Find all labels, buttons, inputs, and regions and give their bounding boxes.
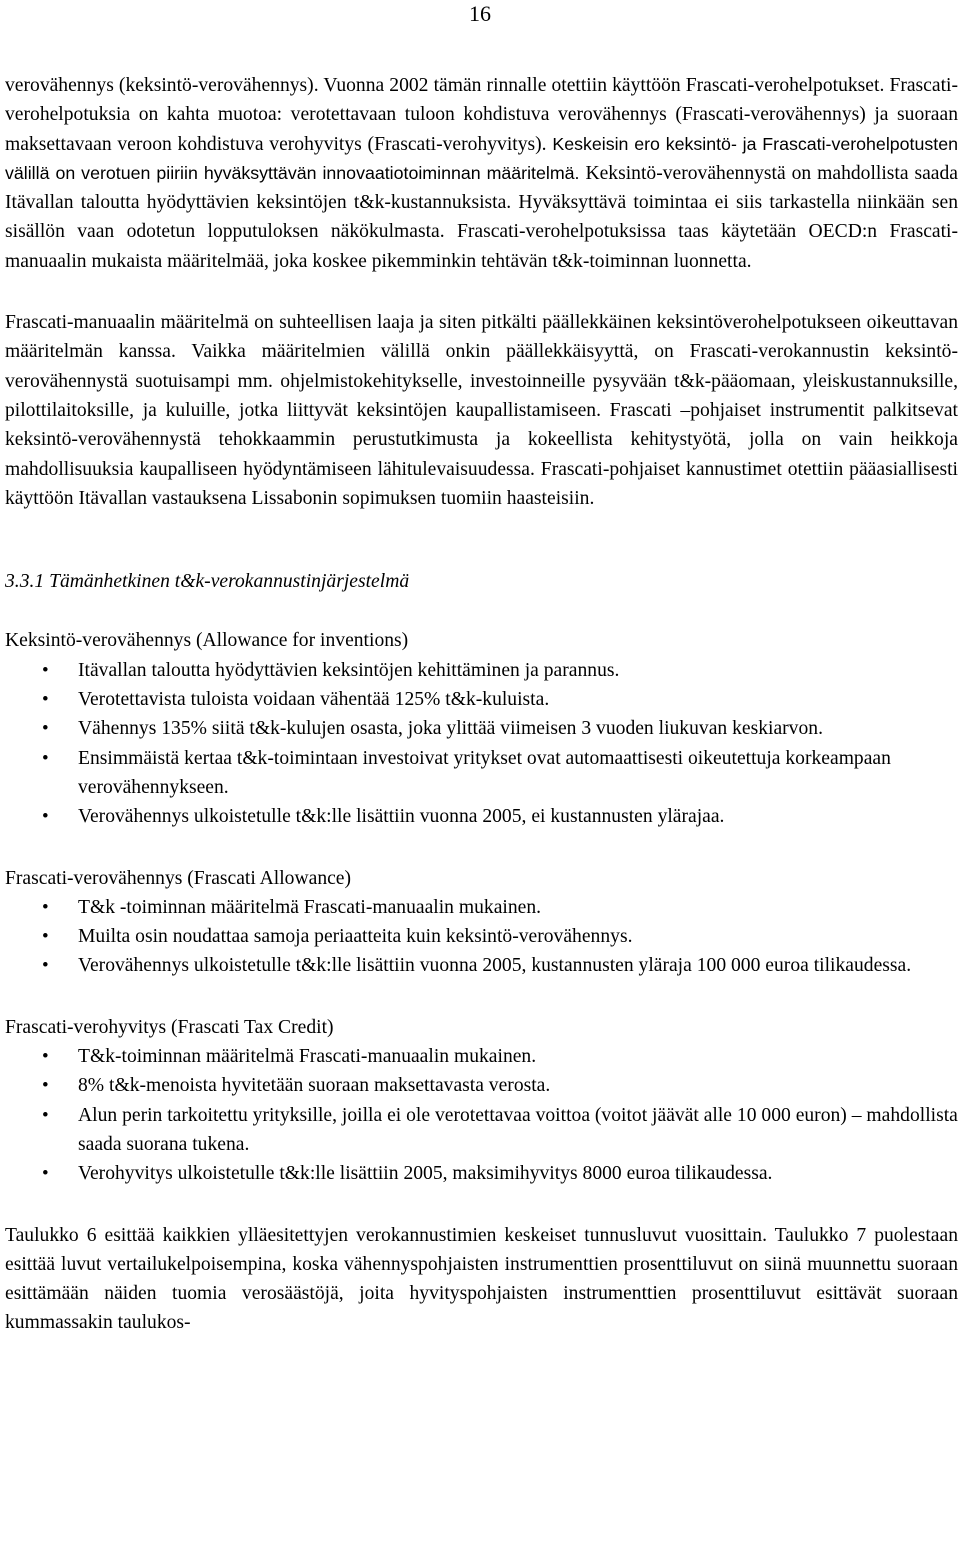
list-item-text: Verohyvitys ulkoistetulle t&k:lle lisättiin 2005, maksimihyvitys 8000 euroa tilikaudessa. [78,1163,773,1185]
bullet-icon: • [42,659,49,681]
list-title-frascati-allowance: Frascati-verovähennys (Frascati Allowance) [5,867,352,889]
bullet-icon: • [42,806,49,828]
list-allowance-for-inventions [5,656,958,832]
paragraph-intro-part-3: Keksintö-verovähennystä on mahdollista saada Itävallan taloutta hyödyttävien keksintöjen t&k-kustannuksista. Hyväksyttävä toimintaa ei siis tarkastella niinkään sen sisällön vaan odotetun lopputuloksen näkökulmasta. Frascati-verohelpotuksissa taas käytetään OECD:n Frascati-manuaalin mukaista määritelmää, joka koskee pikemminkin tehtävän t&k-toiminnan luonnetta. [5,162,958,272]
list-item-text: Alun perin tarkoitettu yrityksille, joilla ei ole verotettavaa voittoa (voitot jäävät alle 10 000 euron) – mahdollista saada suorana tukena. [78,1104,958,1155]
paragraph-intro-part-2: Keskeisin ero keksintö- ja Frascati-verohelpotusten välillä on verotuen piiriin hyväksyttävän innovaatiotoiminnan määritelmä. [5,133,958,183]
bullet-icon: • [42,689,49,711]
bullet-icon: • [42,955,49,977]
bullet-icon: • [42,1104,49,1126]
list-item [5,1071,958,1100]
list-item [5,1159,958,1188]
list-item [5,951,958,980]
paragraph-frascati-definition [5,308,958,513]
list-item [5,744,958,803]
list-item-text: T&k -toiminnan määritelmä Frascati-manuaalin mukainen. [78,896,542,918]
list-frascati-tax-credit [5,1042,958,1188]
list-item-text: 8% t&k-menoista hyvitetään suoraan maksettavasta verosta. [78,1075,551,1097]
paragraph-frascati-definition-text: Frascati-manuaalin määritelmä on suhteellisen laaja ja siten pitkälti päällekkäinen keksintöverohelpotukseen oikeuttavan määritelmän kanssa. Vaikka määritelmien välillä onkin päällekkäisyyttä, on Frascati-verokannustin keksintö-verovähennystä suotuisampi mm. ohjelmistokehitykselle, investoinneille pysyvään t&k-pääomaan, yleiskustannuksille, pilottilaitoksille, ja kuluille, jotka liittyvät keksintöjen kaupallistamiseen. Frascati –pohjaiset instrumentit palkitsevat keksintö-verovähennystä tehokkaammin perustutkimusta ja kokeellista kehitystyötä, jolla on vain heikkoja mahdollisuuksia kaupalliseen hyödyntämiseen lähitulevaisuudessa. Frascati-pohjaiset kannustimet otettiin pääasiallisesti käyttöön Itävallan vastauksena Lissabonin sopimuksen tuomiin haasteisiin. [5,312,958,509]
list-item-text: Verovähennys ulkoistetulle t&k:lle lisättiin vuonna 2005, ei kustannusten ylärajaa. [78,806,725,828]
list-title-frascati-tax-credit: Frascati-verohyvitys (Frascati Tax Credit) [5,1016,334,1038]
list-item-text: Verovähennys ulkoistetulle t&k:lle lisättiin vuonna 2005, kustannusten yläraja 100 000 euroa tilikaudessa. [78,955,912,977]
page-number: 16 [469,1,491,26]
list-item [5,802,958,831]
section-heading: 3.3.1 Tämänhetkinen t&k-verokannustinjärjestelmä [5,571,410,593]
bullet-icon: • [42,926,49,948]
list-item-text: Ensimmäistä kertaa t&k-toimintaan investoivat yritykset ovat automaattisesti oikeutettuja korkeampaan verovähennykseen. [78,747,891,798]
list-frascati-allowance [5,893,958,981]
list-title-allowance-for-inventions: Keksintö-verovähennys (Allowance for inventions) [5,630,409,652]
list-item [5,685,958,714]
list-item [5,1101,958,1160]
list-item-text: Verotettavista tuloista voidaan vähentää 125% t&k-kuluista. [78,689,550,711]
bullet-icon: • [42,718,49,740]
bullet-icon: • [42,896,49,918]
list-item [5,922,958,951]
list-item-text: Itävallan taloutta hyödyttävien keksintöjen kehittäminen ja parannus. [78,659,620,681]
list-item [5,714,958,743]
list-item-text: T&k-toiminnan määritelmä Frascati-manuaalin mukainen. [78,1046,537,1068]
bullet-icon: • [42,1046,49,1068]
bullet-icon: • [42,1163,49,1185]
paragraph-tables: Taulukko 6 esittää kaikkien ylläesitettyjen verokannustimien keskeiset tunnusluvut vuosittain. Taulukko 7 puolestaan esittää luvut vertailukelpoisempina, koska vähennyspohjaisten instrumenttien prosenttiluvut on siinä muunnettu suoraan esittämään näiden tuomia verosäästöjä, joita hyvityspohjaisten instrumenttien prosenttiluvut esittävät suoraan kummassakin taulukos- [5,1224,958,1334]
list-item [5,656,958,685]
list-item-text: Muilta osin noudattaa samoja periaatteita kuin keksintö-verovähennys. [78,926,633,948]
list-item [5,1042,958,1071]
list-item [5,893,958,922]
page-content [5,71,958,1338]
list-item-text: Vähennys 135% siitä t&k-kulujen osasta, joka ylittää viimeisen 3 vuoden liukuvan keskiarvon. [78,718,823,740]
paragraph-intro-part-1: verovähennys (keksintö-verovähennys). Vuonna 2002 tämän rinnalle otettiin käyttöön Frascati-verohelpotukset. Frascati-verohelpotuksia on kahta muotoa: verotettavaan tuloon kohdistuva verovähennys (Frascati-verovähennys) ja suoraan maksettavaan veroon kohdistuva verohyvitys (Frascati-verohyvitys). [5,75,958,155]
paragraph-intro [5,71,958,276]
bullet-icon: • [42,747,49,769]
bullet-icon: • [42,1075,49,1097]
